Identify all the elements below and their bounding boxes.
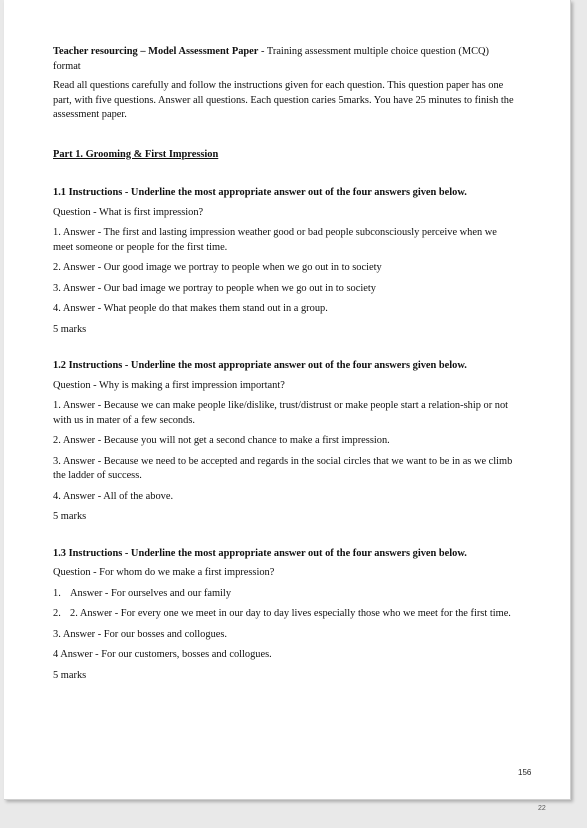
part-title: Part 1. Grooming & First Impression <box>53 148 219 160</box>
page-content <box>53 45 518 683</box>
list-number: 1. <box>53 587 61 599</box>
section-marks: 5 marks <box>53 323 87 335</box>
section-instruction: 1.1 Instructions - Underline the most appropriate answer out of the four answers given below. <box>53 187 467 198</box>
section-question: Question - For whom do we make a first impression? <box>53 567 275 578</box>
document-page <box>4 0 571 800</box>
answer-option: 4 Answer - For our customers, bosses and collogues. <box>53 649 272 660</box>
answer-text: 2. Answer - For every one we meet in our day to day lives especially those who we meet for the first time. <box>70 608 511 619</box>
section-question: Question - Why is making a first impression important? <box>53 379 285 391</box>
answer-option: 2. Answer - Our good image we portray to people when we go out in to society <box>53 262 382 273</box>
answer-option: 3. Answer - For our bosses and collogues. <box>53 628 228 640</box>
answer-option: 3. Answer - Our bad image we portray to people when we go out in to society <box>53 282 376 294</box>
intro-paragraph: Read all questions carefully and follow the instructions given for each question. This question paper has one part, with five questions. Answer all questions. Each question caries 5marks. You have 25 minutes to finish the assessment paper. <box>53 80 514 120</box>
answer-option: 2. Answer - Because you will not get a second chance to make a first impression. <box>53 435 390 446</box>
answer-option: 1. Answer - Because we can make people like/dislike, trust/distrust or make people start a relation-ship or not with us in mater of a few seconds. <box>53 400 509 426</box>
section-question: Question - What is first impression? <box>53 206 204 218</box>
answer-option: 3. Answer - Because we need to be accepted and regards in the social circles that we want to be in as we climb the ladder of success. <box>53 455 513 481</box>
section-1-1 <box>53 186 518 337</box>
answer-option <box>53 587 518 602</box>
section-1-2 <box>53 359 518 525</box>
section-marks: 5 marks <box>53 511 87 522</box>
answer-option: 4. Answer - What people do that makes them stand out in a group. <box>53 303 328 314</box>
title-bold: Teacher resourcing – Model Assessment Paper <box>53 46 259 57</box>
section-1-3 <box>53 547 518 684</box>
corner-page-mark: 22 <box>538 805 546 812</box>
section-instruction: 1.2 Instructions - Underline the most appropriate answer out of the four answers given below. <box>53 360 467 371</box>
answer-option: 4. Answer - All of the above. <box>53 490 174 502</box>
answer-option: 1. Answer - The first and lasting impression weather good or bad people subconsciously perceive when we meet someone or people for the first time. <box>53 227 497 253</box>
section-marks: 5 marks <box>53 669 87 681</box>
list-number: 2. <box>53 608 61 619</box>
page-number: 156 <box>518 768 532 777</box>
answer-option <box>53 607 518 622</box>
answer-text: Answer - For ourselves and our family <box>70 587 232 599</box>
section-instruction: 1.3 Instructions - Underline the most appropriate answer out of the four answers given below. <box>53 547 467 559</box>
document-title <box>53 45 518 74</box>
title-rest: - Training assessment multiple choice question (MCQ) format <box>53 46 489 72</box>
